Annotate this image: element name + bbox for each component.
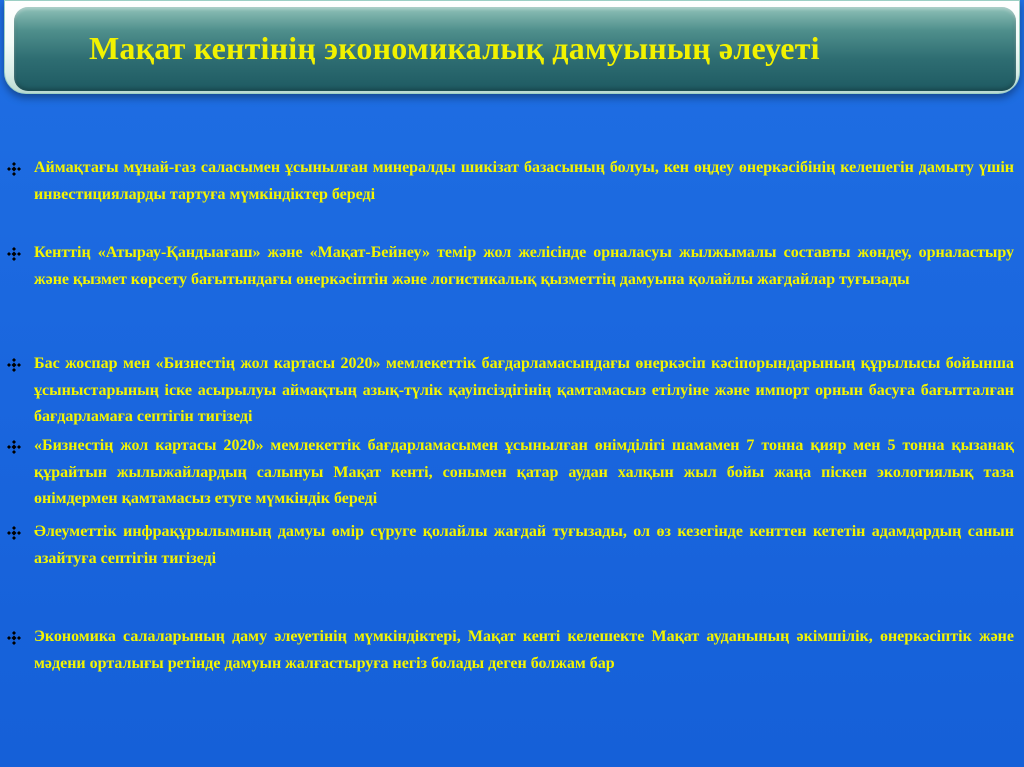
slide-title: Мақат кентінің экономикалық дамуының әлеуеті xyxy=(89,30,820,66)
bullet-item-3 xyxy=(6,351,1014,431)
diamond-bullet-icon xyxy=(6,631,34,645)
bullet-text: Бас жоспар мен «Бизнестің жол картасы 2020» мемлекеттік бағдарламасындағы өнеркәсіп кәсіпорындарының құрылысы бойынша ұсыныстарының іске асырылуы аймақтың азық-түлік қауіпсіздігінің қамтамасыз етілуіне және импорт орнын басуға бағытталған бағдарламаға септігін тигізеді xyxy=(34,355,1014,425)
diamond-bullet-icon xyxy=(6,247,34,261)
bullet-text: Кенттің «Атырау-Қандыағаш» және «Мақат-Бейнеу» темір жол желісінде орналасуы жылжымалы составты жөндеу, орналастыру және қызмет көрсету бағытындағы өнеркәсіптін және логистикалық қызметтің дамуына қолайлы жағдайлар туғызады xyxy=(34,244,1014,288)
bullet-text: Экономика салаларының даму әлеуетінің мүмкіндіктері, Мақат кенті келешекте Мақат ауданының әкімшілік, өнеркәсіптік және мәдени орталығы ретінде дамуын жалғастыруға негіз болады деген болжам бар xyxy=(34,628,1014,672)
bullet-item-4 xyxy=(6,433,1014,513)
diamond-bullet-icon xyxy=(6,526,34,540)
bullet-text: Аймақтағы мұнай-газ саласымен ұсынылған минералды шикізат базасының болуы, кен өңдеу өнеркәсібінің келешегін дамыту үшін инвестицияларды тартуға мүмкіндіктер береді xyxy=(34,159,1014,203)
diamond-bullet-icon xyxy=(6,162,34,176)
bullet-item-6 xyxy=(6,624,1014,677)
bullet-text: Әлеуметтік инфрақұрылымның дамуы өмір сүруге қолайлы жағдай туғызады, ол өз кезегінде кенттен кететін адамдардың санын азайтуға септігін тигізеді xyxy=(34,523,1014,567)
bullet-item-2 xyxy=(6,240,1014,293)
bullet-item-5 xyxy=(6,519,1014,572)
bullet-item-1 xyxy=(6,155,1014,208)
diamond-bullet-icon xyxy=(6,358,34,372)
bullet-text: «Бизнестің жол картасы 2020» мемлекеттік бағдарламасымен ұсынылған өнімділігі шамамен 7 тонна қияр мен 5 тонна қызанақ құрайтын жылыжайлардың салынуы Мақат кенті, сонымен қатар аудан халқын жыл бойы жаңа піскен экологиялық таза өнімдермен қамтамасыз етуге мүмкіндік береді xyxy=(34,437,1014,507)
diamond-bullet-icon xyxy=(6,440,34,454)
